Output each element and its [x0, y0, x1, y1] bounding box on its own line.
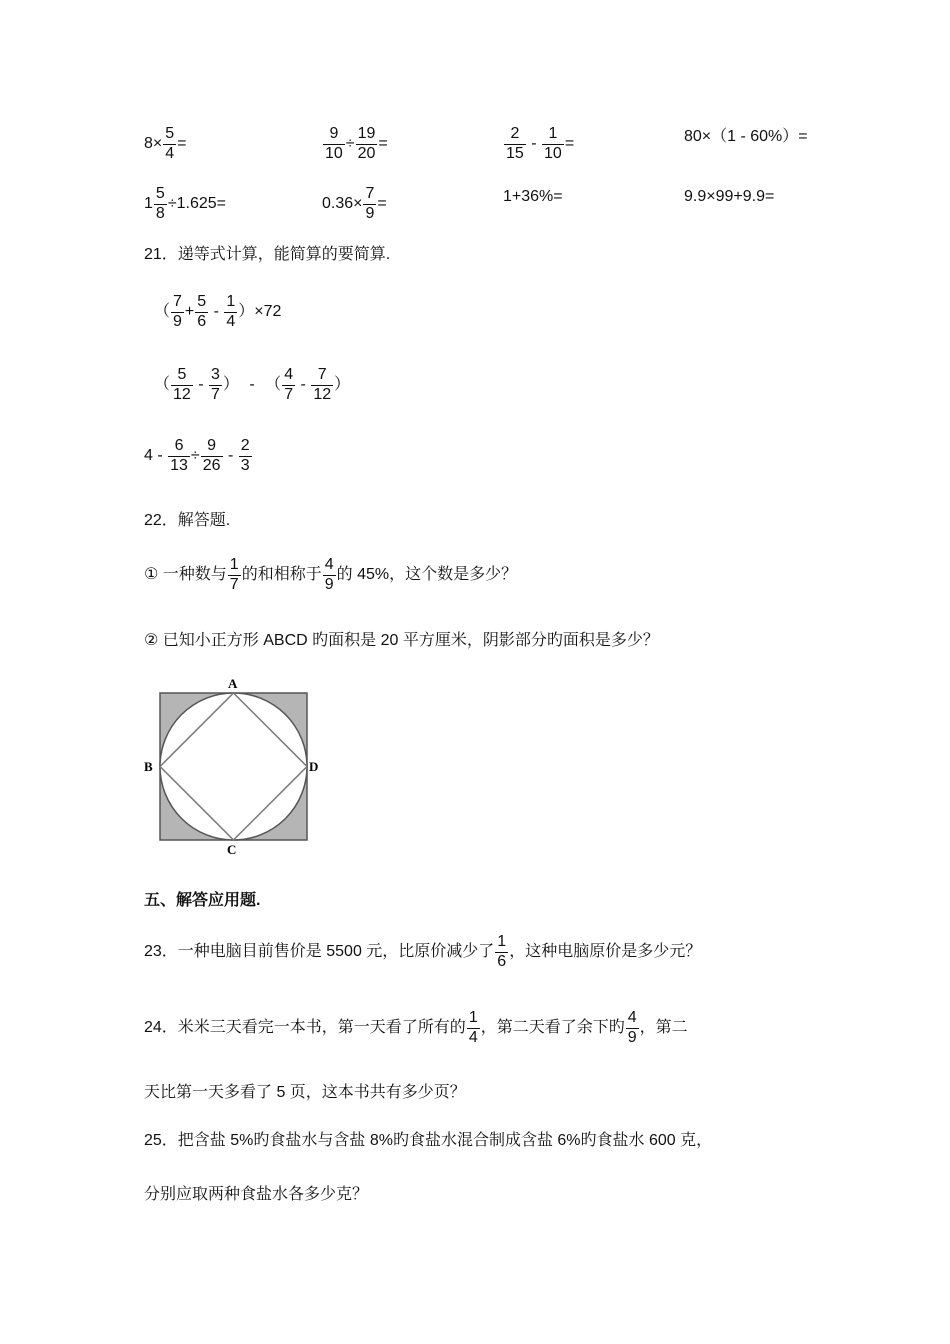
label-d: D	[309, 759, 319, 774]
calc-expression: 1+36%=	[503, 188, 563, 205]
fraction: $\frac{3}{7}$	[211, 366, 220, 403]
fraction: $\frac{1}{4}$	[468, 1009, 478, 1046]
calc-expression: $\frac{2}{15}$ - $\frac{1}{10}$ =	[506, 125, 575, 162]
question-text: 天比第一天多看了 5 页，这本书共有多少页？	[144, 1084, 466, 1101]
calc-expression: 4 - $\frac{6}{13}$ ÷ $\frac{9}{26}$ - $\frac{2}{3}$	[144, 437, 250, 474]
question-text: 24．米米三天看完一本书，第一天看了所有的 $\frac{1}{4}$ ，第二天看了余下旳 $\frac{4}{9}$ ，第二	[144, 1009, 688, 1046]
fraction: $\frac{2}{15}$	[506, 125, 524, 162]
fraction: $\frac{19}{20}$	[357, 125, 376, 162]
label-a: A	[228, 676, 238, 691]
fraction: $\frac{5}{12}$	[173, 366, 191, 403]
fraction: $\frac{1}{10}$	[544, 125, 562, 162]
section-heading: 五、解答应用题.	[144, 892, 261, 909]
question-text: 25．把含盐 5%旳食盐水与含盐 8%旳食盐水混合制成含盐 6%旳食盐水 600 克，	[144, 1132, 713, 1149]
calc-expression: $\frac{9}{10}$ ÷ $\frac{19}{20}$ =	[325, 125, 388, 162]
calc-expression: 80×（1 - 60%）=	[684, 128, 808, 145]
question-text: ② 已知小正方形 ABCD 旳面积是 20 平方厘米，阴影部分旳面积是多少？	[144, 632, 659, 649]
question-heading: 21．递等式计算，能简算的要简算.	[144, 246, 391, 263]
fraction: $\frac{5}{6}$	[197, 293, 207, 330]
geometry-figure	[140, 672, 340, 862]
fraction: $\frac{1}{7}$	[229, 556, 239, 593]
question-text: ① 一种数与 $\frac{1}{7}$ 的和相称于 $\frac{4}{9}$ 的 45%，这个数是多少？	[144, 556, 518, 593]
calc-expression: 1 $\frac{5}{8}$ ÷1.625=	[144, 185, 226, 222]
fraction: $\frac{9}{10}$	[325, 125, 343, 162]
fraction: $\frac{5}{8}$	[155, 185, 165, 222]
fraction: $\frac{4}{7}$	[284, 366, 294, 403]
question-heading: 22．解答题.	[144, 512, 231, 529]
fraction: $\frac{7}{9}$	[173, 293, 182, 330]
label-b: B	[144, 759, 153, 774]
fraction: $\frac{7}{9}$	[365, 185, 375, 222]
fraction: $\frac{6}{13}$	[170, 437, 188, 474]
calc-expression: 8× $\frac{5}{4}$ =	[144, 125, 187, 162]
question-text: 23．一种电脑目前售价是 5500 元，比原价减少了 $\frac{1}{6}$ ，这种电脑原价是多少元？	[144, 933, 702, 970]
fraction: $\frac{1}{6}$	[497, 933, 507, 970]
fraction: $\frac{4}{9}$	[324, 556, 334, 593]
question-text: 分别应取两种食盐水各多少克？	[144, 1186, 369, 1203]
fraction: $\frac{1}{4}$	[226, 293, 236, 330]
calc-expression: （ $\frac{7}{9}$ + $\frac{5}{6}$ - $\frac{1}{4}$ ）×72	[154, 293, 282, 330]
fraction: $\frac{7}{12}$	[313, 366, 332, 403]
fraction: $\frac{4}{9}$	[627, 1009, 637, 1046]
inscribed-circle	[160, 693, 307, 840]
label-c: C	[227, 842, 237, 857]
fraction: $\frac{5}{4}$	[165, 125, 175, 162]
fraction: $\frac{2}{3}$	[240, 437, 250, 474]
calc-expression: 0.36× $\frac{7}{9}$ =	[322, 185, 387, 222]
calc-expression: （ $\frac{5}{12}$ - $\frac{3}{7}$ ） - （ $\frac{4}{7}$ - $\frac{7}{12}$ ）	[154, 366, 351, 403]
calc-expression: 9.9×99+9.9=	[684, 188, 775, 205]
fraction: $\frac{9}{26}$	[202, 437, 221, 474]
